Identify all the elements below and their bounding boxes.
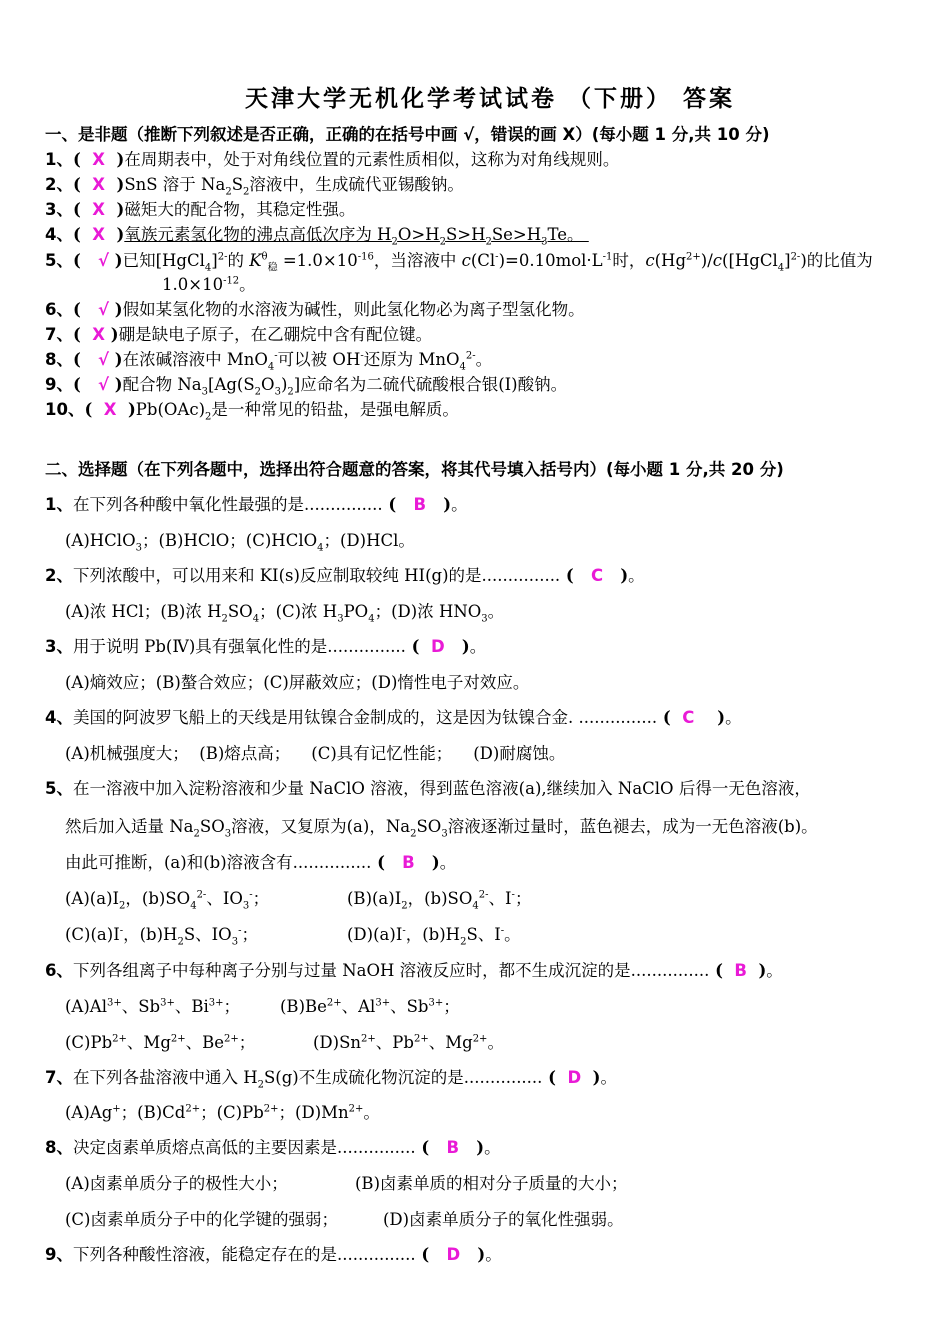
item-number: 5、	[45, 251, 73, 270]
mc-question-3-options	[65, 673, 529, 693]
option-line: (D)(a)I-，$(b)H_2S$、I-。	[347, 925, 521, 948]
item-number: 7、	[45, 1068, 73, 1087]
question-stem: 在下列各盐溶液中通入 $H_2S(g)$不生成硫化物沉淀的是...............	[72, 1068, 543, 1091]
tf-item-3: 3、( X )磁矩大的配合物，其稳定性强。	[45, 200, 356, 219]
item-number: 1、	[45, 495, 73, 514]
item-text: 在周期表中，处于对角线位置的元素性质相似，这称为对角线规则。	[124, 150, 620, 169]
option-line: (A)卤素单质分子的极性大小；	[65, 1174, 288, 1193]
mc-question-4-options	[65, 744, 565, 764]
option-line: $(A)(a)I_2$，$(b)SO_4^{2-}$、$IO_3^-$；	[65, 889, 270, 912]
mc-question-8: 8、决定卤素单质熔点高低的主要因素是............... ( B )。	[45, 1138, 501, 1157]
item-text: 假如某氢化物的水溶液为碱性，则此氢化物必为离子型氢化物。	[122, 300, 585, 319]
item-number: 7、	[45, 325, 73, 344]
option-c	[65, 1033, 255, 1053]
option-line: $(D)Sn^{2+}$、$Pb^{2+}$、$Mg^{2+}$。	[313, 1033, 504, 1052]
mc-question-5-stem-3: 由此可推断，(a)和(b)溶液含有............... ( B )。	[65, 853, 457, 872]
option-line: (B)卤素单质的相对分子质量的大小；	[355, 1174, 628, 1193]
section-1-heading-text: 一、是非题（推断下列叙述是否正确，正确的在括号中画 √，错误的画 X）(每小题 1 分,共 10 分)	[45, 125, 770, 144]
option-d	[347, 925, 521, 948]
option-c	[65, 925, 258, 948]
answer-mark: X	[92, 150, 106, 169]
answer-choice: D	[430, 637, 445, 656]
mc-question-7-options	[65, 1103, 380, 1123]
item-number: 9、	[45, 375, 73, 394]
item-number: 1、	[45, 150, 73, 169]
question-stem: 下列浓酸中，可以用来和 KI(s)反应制取较纯 HI(g)的是...............	[72, 566, 561, 585]
option-line: (A)Ag+；$(B)Cd^{2+}$；$(C)Pb^{2+}$；$(D)Mn^{2+}$。	[65, 1103, 380, 1122]
answer-mark: X	[92, 325, 106, 344]
tf-item-7: 7、( X )硼是缺电子原子，在乙硼烷中含有配位键。	[45, 325, 433, 344]
answer-mark: X	[92, 175, 106, 194]
item-number: 2、	[45, 566, 73, 585]
mc-question-2: 2、下列浓酸中，可以用来和 KI(s)反应制取较纯 HI(g)的是............... ( C )。	[45, 566, 645, 585]
tf-item-10: 10、( X )$Pb(OAc)_2$是一种常见的铅盐，是强电解质。	[45, 400, 459, 423]
answer-choice: D	[567, 1068, 582, 1087]
answer-choice: B	[402, 853, 415, 872]
item-number: 10、	[45, 400, 85, 419]
tf-item-5-continued	[162, 275, 256, 295]
answer-choice: B	[734, 961, 747, 980]
item-text: 硼是缺电子原子，在乙硼烷中含有配位键。	[118, 325, 433, 344]
answer-mark: √	[98, 251, 110, 270]
tf-item-9: 9、( √ )配合物 $Na_3[Ag(S_2O_3)_2]$应命名为二硫代硫酸根合银(Ⅰ)酸钠。	[45, 375, 568, 398]
option-line: (A)HClO$_3$；(B)HClO；(C)HClO$_4$；(D)HCl。	[65, 531, 415, 554]
item-number: 6、	[45, 961, 73, 980]
answer-mark: √	[98, 300, 110, 319]
question-stem: 由此可推断，(a)和(b)溶液含有...............	[65, 853, 372, 872]
mc-question-5	[45, 779, 811, 799]
mc-question-6: 6、下列各组离子中每种离子分别与过量 NaOH 溶液反应时，都不生成沉淀的是............... ( B )。	[45, 961, 783, 980]
option-line: (A)熵效应；(B)螯合效应；(C)屏蔽效应；(D)惰性电子对效应。	[65, 673, 530, 692]
tf-item-4: 4、( X )氧族元素氢化物的沸点高低次序为 $H_2O>H_2S>H_2Se>H_3Te$。	[45, 225, 589, 248]
tf-item-2: 2、( X )SnS 溶于 $Na_2S_2$溶液中，生成硫代亚锡酸钠。	[45, 175, 464, 198]
option-line: $(B)(a)I_2$，$(b)SO_4^{2-}$、I-；	[347, 889, 532, 912]
question-stem: 在下列各种酸中氧化性最强的是...............	[72, 495, 383, 514]
mc-question-4: 4、美国的阿波罗飞船上的天线是用钛镍合金制成的，这是因为钛镍合金. ............... ( C )。	[45, 708, 742, 727]
item-number: 9、	[45, 1245, 73, 1264]
section-2-heading-text: 二、选择题（在下列各题中，选择出符合题意的答案，将其代号填入括号内）(每小题 1 分,共 20 分)	[45, 460, 784, 479]
option-a	[65, 997, 240, 1017]
page-title: 天津大学无机化学考试试卷 （下册） 答案	[244, 86, 735, 112]
option-d	[383, 1210, 624, 1230]
question-stem: 下列各种酸性溶液，能稳定存在的是...............	[72, 1245, 416, 1264]
item-text: SnS 溶于 $Na_2S_2$溶液中，生成硫代亚锡酸钠。	[124, 175, 464, 198]
option-line: $(B)Be^{2+}$、$Al^{3+}$、$Sb^{3+}$；	[280, 997, 460, 1016]
item-text: $1.0\times 10^{-12}$。	[162, 275, 256, 294]
item-number: 5、	[45, 779, 73, 798]
item-number: 8、	[45, 1138, 73, 1157]
item-number: 3、	[45, 637, 73, 656]
tf-item-5: 5、( √ )已知[HgCl$_4$]$^{2-}$的 $K^\theta_稳 =1.0\times 10^{-16}$，当溶液中 $c(Cl^-)=0.10mol\cdot L^{-1}$时，$c(Hg^{2+})/c([HgCl_4]^{2-})$的比值为	[45, 251, 873, 274]
question-stem: 决定卤素单质熔点高低的主要因素是...............	[72, 1138, 416, 1157]
mc-question-1: 1、在下列各种酸中氧化性最强的是............... ( B )。	[45, 495, 468, 514]
tf-item-6: 6、( √ )假如某氢化物的水溶液为碱性，则此氢化物必为离子型氢化物。	[45, 300, 585, 319]
mc-question-1-options	[65, 531, 415, 554]
item-number: 4、	[45, 225, 73, 244]
option-line: (D)卤素单质分子的氧化性强弱。	[383, 1210, 624, 1229]
option-line: (A)浓 HCl；(B)浓 $H_2SO_4$；(C)浓 $H_3PO_4$；(D)浓 $HNO_3$。	[65, 602, 505, 625]
option-b	[355, 1174, 628, 1194]
option-line: (C)卤素单质分子中的化学键的强弱；	[65, 1210, 338, 1229]
answer-choice: D	[446, 1245, 461, 1264]
item-number: 8、	[45, 350, 73, 369]
item-text: 磁矩大的配合物，其稳定性强。	[124, 200, 356, 219]
item-text: $Pb(OAc)_2$是一种常见的铅盐，是强电解质。	[135, 400, 459, 423]
section-1-heading	[45, 125, 770, 145]
mc-question-9: 9、下列各种酸性溶液，能稳定存在的是............... ( D )。	[45, 1245, 502, 1264]
item-number: 4、	[45, 708, 73, 727]
item-text: 氧族元素氢化物的沸点高低次序为 $H_2O>H_2S>H_2Se>H_3Te$。	[124, 225, 589, 248]
answer-choice: B	[446, 1138, 460, 1157]
answer-mark: √	[98, 350, 110, 369]
answer-choice: C	[590, 566, 604, 585]
question-stem: 美国的阿波罗飞船上的天线是用钛镍合金制成的，这是因为钛镍合金. ...............	[72, 708, 658, 727]
answer-mark: √	[98, 375, 110, 394]
option-b	[280, 997, 460, 1017]
section-2-heading	[45, 460, 784, 480]
question-stem: 在一溶液中加入淀粉溶液和少量 NaClO 溶液，得到蓝色溶液(a),继续加入 NaClO 后得一无色溶液，	[72, 779, 811, 798]
item-number: 2、	[45, 175, 73, 194]
question-stem: 下列各组离子中每种离子分别与过量 NaOH 溶液反应时，都不生成沉淀的是...............	[72, 961, 710, 980]
option-c	[65, 1210, 338, 1230]
mc-question-3: 3、用于说明 Pb(Ⅳ)具有强氧化性的是............... ( D )。	[45, 637, 487, 656]
answer-choice: C	[682, 708, 695, 727]
item-text: 在浓碱溶液中 MnO$_4$-可以被 OH-还原为 MnO$_4^{2-}$。	[122, 350, 493, 373]
option-line: (A)机械强度大； (B)熔点高； (C)具有记忆性能； (D)耐腐蚀。	[65, 744, 566, 763]
answer-mark: X	[103, 400, 117, 419]
question-stem: 用于说明 Pb(Ⅳ)具有强氧化性的是...............	[72, 637, 406, 656]
item-text: 已知[HgCl$_4$]$^{2-}$的 $K^\theta_稳 =1.0\times 10^{-16}$，当溶液中 $c(Cl^-)=0.10mol\cdot L^{-1}$时，$c(Hg^{2+})/c([HgCl_4]^{2-})$的比值为	[122, 251, 873, 274]
mc-question-7: 7、在下列各盐溶液中通入 $H_2S(g)$不生成硫化物沉淀的是............... ( D )。	[45, 1068, 617, 1091]
option-line: (C)(a)I-，$(b)H_2S$、$IO_3^-$；	[65, 925, 258, 948]
answer-mark: X	[92, 225, 106, 244]
item-number: 3、	[45, 200, 73, 219]
mc-question-2-options	[65, 602, 505, 625]
option-b	[347, 889, 532, 912]
tf-item-1: 1、( X )在周期表中，处于对角线位置的元素性质相似，这称为对角线规则。	[45, 150, 620, 169]
option-a	[65, 889, 270, 912]
option-line: $(A)Al^{3+}$、$Sb^{3+}$、$Bi^{3+}$；	[65, 997, 241, 1016]
question-stem: 然后加入适量 $Na_2SO_3$溶液，又复原为(a)，$Na_2SO_3$溶液逐渐过量时，蓝色褪去，成为一无色溶液(b)。	[65, 817, 818, 840]
item-number: 6、	[45, 300, 73, 319]
answer-mark: X	[92, 200, 106, 219]
option-a	[65, 1174, 288, 1194]
option-line: $(C)Pb^{2+}$、$Mg^{2+}$、$Be^{2+}$；	[65, 1033, 256, 1052]
mc-question-5-stem-2	[65, 817, 818, 840]
option-d	[313, 1033, 504, 1053]
answer-choice: B	[413, 495, 427, 514]
tf-item-8: 8、( √ )在浓碱溶液中 MnO$_4$-可以被 OH-还原为 MnO$_4^{2-}$。	[45, 350, 493, 373]
item-text: 配合物 $Na_3[Ag(S_2O_3)_2]$应命名为二硫代硫酸根合银(Ⅰ)酸钠。	[122, 375, 568, 398]
